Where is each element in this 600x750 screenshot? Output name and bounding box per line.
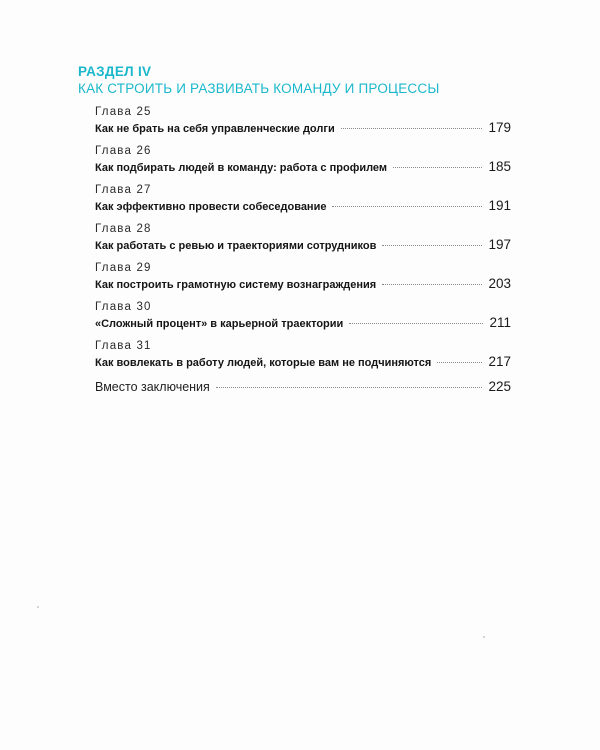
chapter-label: Глава 30 xyxy=(95,301,152,313)
page-number: 191 xyxy=(488,198,511,213)
chapter-title: Как работать с ревью и траекториями сотрудников xyxy=(95,240,377,252)
chapter-title: Как подбирать людей в команду: работа с профилем xyxy=(95,162,388,174)
conclusion-title: Вместо заключения xyxy=(95,380,210,394)
page-number: 217 xyxy=(488,354,511,369)
section-title: КАК СТРОИТЬ И РАЗВИВАТЬ КОМАНДУ И ПРОЦЕССЫ xyxy=(78,81,440,96)
page-number: 211 xyxy=(489,315,511,330)
dot-leader xyxy=(437,362,482,363)
dot-leader xyxy=(341,128,483,129)
chapter-label: Глава 26 xyxy=(95,145,152,157)
table-of-contents xyxy=(95,106,511,403)
entry-line xyxy=(95,120,511,135)
page-number: 197 xyxy=(488,237,511,252)
page-number: 185 xyxy=(488,159,511,174)
toc-entry-chapter-31[interactable] xyxy=(95,340,511,379)
toc-entry-chapter-30[interactable] xyxy=(95,301,511,340)
chapter-label: Глава 31 xyxy=(95,340,152,352)
chapter-title: «Сложный процент» в карьерной траектории xyxy=(95,318,344,330)
toc-entry-chapter-26[interactable] xyxy=(95,145,511,184)
dot-leader xyxy=(393,167,482,168)
entry-line xyxy=(95,354,511,369)
page-number: 225 xyxy=(488,379,511,394)
chapter-label: Глава 28 xyxy=(95,223,152,235)
chapter-title: Как эффективно провести собеседование xyxy=(95,201,327,213)
toc-entry-chapter-27[interactable] xyxy=(95,184,511,223)
chapter-label: Глава 25 xyxy=(95,106,152,118)
entry-line xyxy=(95,315,511,330)
chapter-title: Как построить грамотную систему вознаграждения xyxy=(95,279,377,291)
dot-leader xyxy=(349,323,483,324)
paper-speck xyxy=(37,606,39,608)
chapter-label: Глава 29 xyxy=(95,262,152,274)
toc-entry-chapter-25[interactable] xyxy=(95,106,511,145)
toc-entry-conclusion[interactable] xyxy=(95,379,511,403)
dot-leader xyxy=(332,206,482,207)
dot-leader xyxy=(216,387,483,388)
chapter-label: Глава 27 xyxy=(95,184,152,196)
section-label: РАЗДЕЛ IV xyxy=(78,64,152,79)
entry-line xyxy=(95,379,511,394)
dot-leader xyxy=(382,245,482,246)
dot-leader xyxy=(382,284,482,285)
page-number: 179 xyxy=(488,120,511,135)
chapter-title: Как не брать на себя управленческие долги xyxy=(95,123,335,135)
page-number: 203 xyxy=(488,276,511,291)
toc-entry-chapter-29[interactable] xyxy=(95,262,511,301)
paper-speck xyxy=(483,636,485,638)
chapter-title: Как вовлекать в работу людей, которые вам не подчиняются xyxy=(95,357,432,369)
entry-line xyxy=(95,198,511,213)
toc-entry-chapter-28[interactable] xyxy=(95,223,511,262)
entry-line xyxy=(95,276,511,291)
entry-line xyxy=(95,159,511,174)
entry-line xyxy=(95,237,511,252)
